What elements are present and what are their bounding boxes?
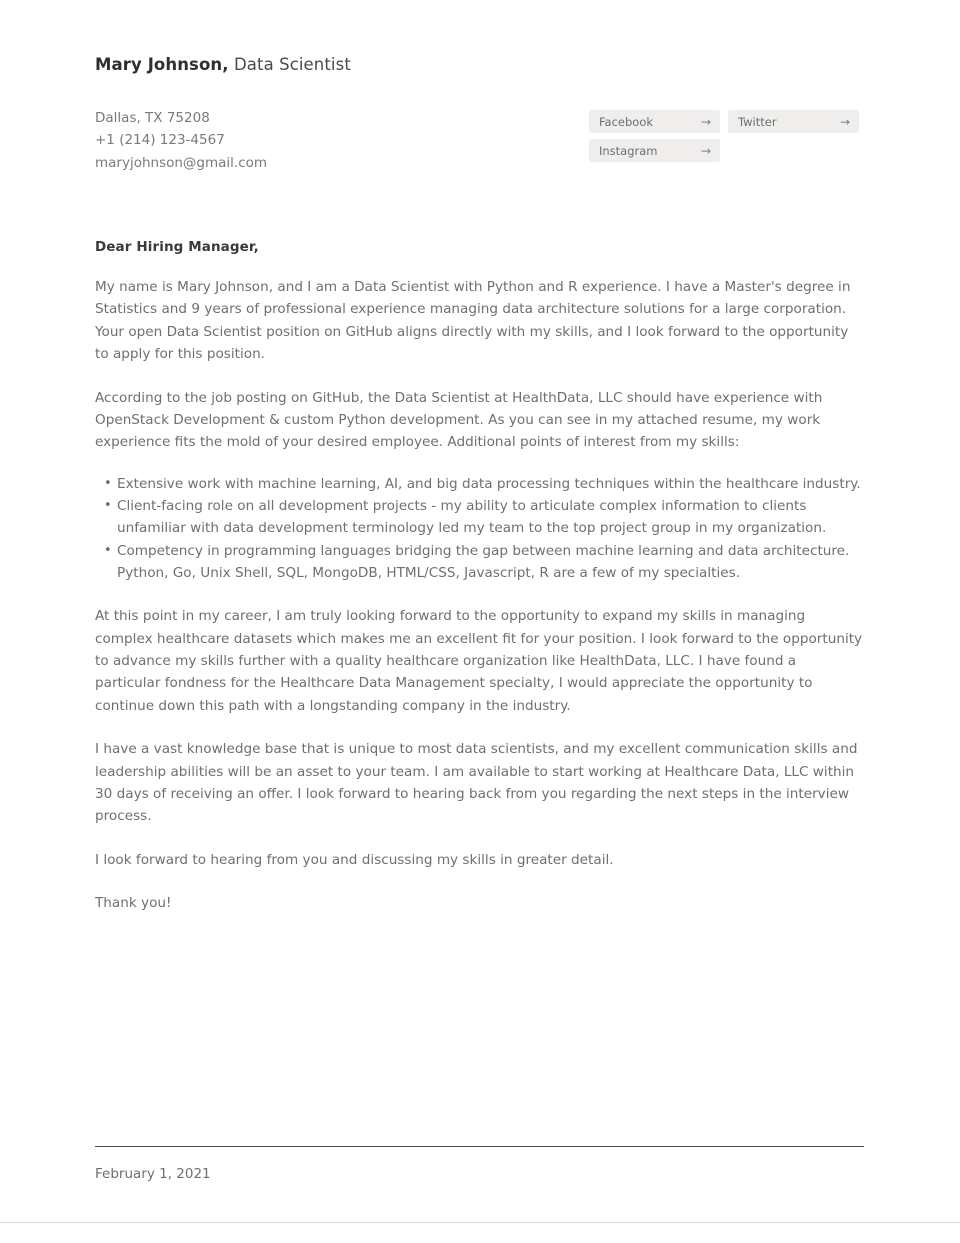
applicant-name: Mary Johnson, [95,55,229,74]
list-item: • Extensive work with machine learning, AI, and big data processing techniques within the healthcare industry. [117,473,864,495]
social-link-twitter-label: Twitter [738,114,777,129]
page-title [95,54,864,76]
social-link-facebook[interactable] [589,110,720,133]
social-link-instagram-label: Instagram [599,143,658,158]
contact-address: Dallas, TX 75208 [95,110,210,126]
body-paragraph-5: I look forward to hearing from you and discussing my skills in greater detail. [95,851,614,868]
contact-details [95,107,267,174]
arrow-right-icon: → [700,143,711,158]
social-link-instagram[interactable] [589,139,720,162]
social-link-facebook-label: Facebook [599,114,654,129]
social-link-twitter[interactable] [728,110,859,133]
list-item: • Client-facing role on all development projects - my ability to articulate complex information to clients unfamiliar with data development terminology led my team to the top project group in my organization. [117,495,864,540]
applicant-role: Data Scientist [228,55,351,74]
body-paragraph-3: At this point in my career, I am truly looking forward to the opportunity to expand my skills in managing complex healthcare datasets which makes me an excellent fit for your position. I look forward to the opportunity to advance my skills further with a quality healthcare organization like HealthData, LLC. I have found a particular fondness for the Healthcare Data Management specialty, I would appreciate the opportunity to continue down this path with a longstanding company in the industry. [95,608,863,714]
body-paragraph-2: According to the job posting on GitHub, the Data Scientist at HealthData, LLC should have experience with OpenStack Development & custom Python development. As you can see in my attached resume, my work experience fits the mold of your desired employee. Additional points of interest from my skills: [95,389,823,451]
document-footer [95,1146,864,1182]
page-bottom-divider [0,1222,960,1223]
body-paragraph-1: My name is Mary Johnson, and I am a Data Scientist with Python and R experience. I have a Master's degree in Statistics and 9 years of professional experience managing data architecture solutions for a large corporation. Your open Data Scientist position on GitHub aligns directly with my skills, and I look forward to the opportunity to apply for this position. [95,278,851,363]
salutation: Dear Hiring Manager, [95,238,259,255]
arrow-right-icon: → [839,114,850,129]
skills-list [95,473,864,584]
social-links [589,107,864,162]
footer-date: February 1, 2021 [95,1166,211,1182]
contact-row [95,107,864,174]
closing-thanks: Thank you! [95,895,172,912]
body-paragraph-4: I have a vast knowledge base that is unique to most data scientists, and my excellent communication skills and leadership abilities will be an asset to your team. I am available to start working at Healthcare Data, LLC within 30 days of receiving an offer. I look forward to hearing back from you regarding the next steps in the interview process. [95,741,858,825]
contact-email: maryjohnson@gmail.com [95,154,268,171]
document-content [95,0,864,915]
contact-phone: +1 (214) 123-4567 [95,132,225,149]
arrow-right-icon: → [700,114,711,129]
footer-divider [95,1146,864,1147]
list-item: • Competency in programming languages bridging the gap between machine learning and data architecture. Python, Go, Unix Shell, SQL, MongoDB, HTML/CSS, Javascript, R are a few of my specialties. [117,540,864,585]
